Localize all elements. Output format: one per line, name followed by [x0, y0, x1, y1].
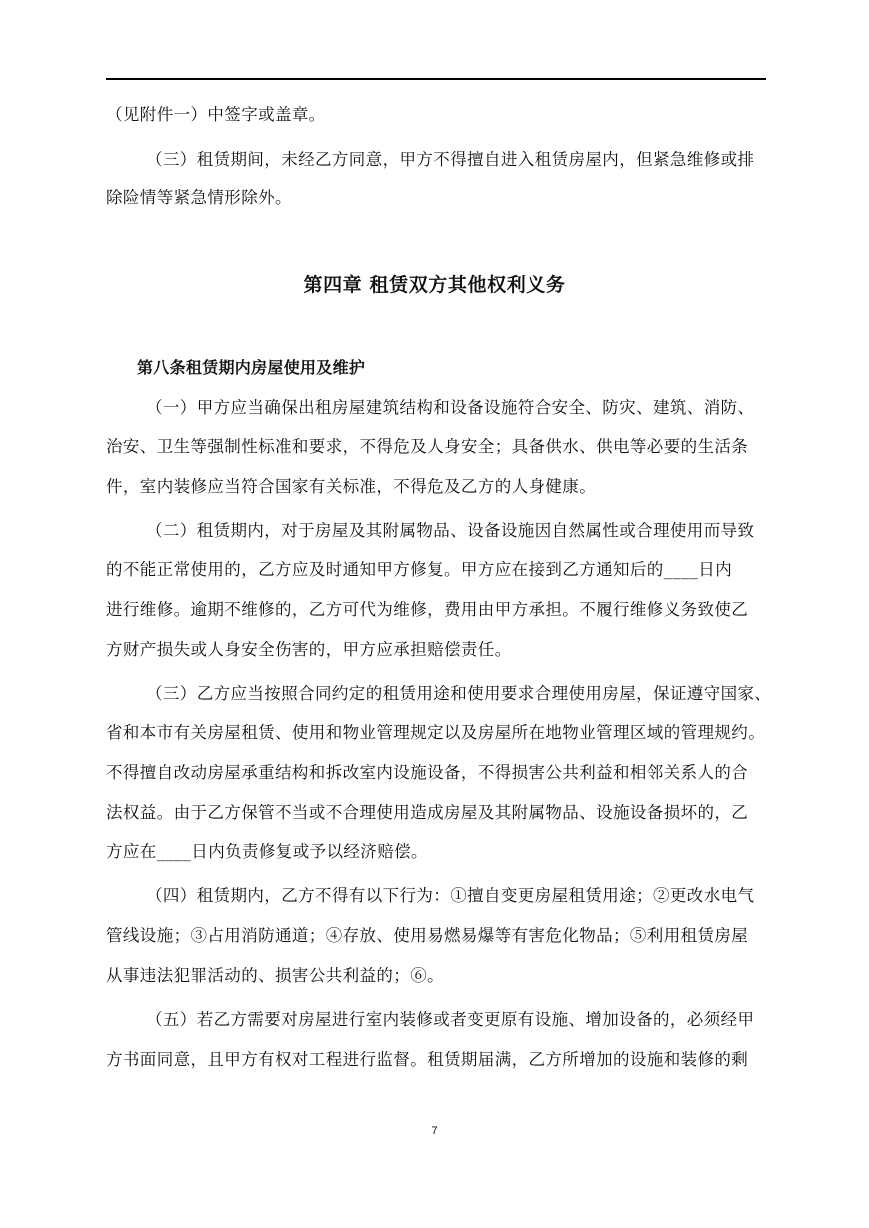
- text-line: 除险情等紧急情形除外。: [106, 188, 292, 207]
- chapter-title: 第四章 租赁双方其他权利义务: [303, 274, 566, 296]
- text-line: （四）租赁期内，乙方不得有以下行为：①擅自变更房屋租赁用途；②更改水电气: [146, 886, 755, 905]
- text-line: （一）甲方应当确保出租房屋建筑结构和设备设施符合安全、防灾、建筑、消防、: [146, 398, 755, 417]
- header-rule: [106, 78, 766, 80]
- text-line: 从事违法犯罪活动的、损害公共利益的；⑥。: [106, 966, 444, 985]
- text-line: 方书面同意，且甲方有权对工程进行监督。租赁期届满，乙方所增加的设施和装修的剩: [106, 1050, 749, 1069]
- text-line: 件，室内装修应当符合国家有关标准，不得危及乙方的人身健康。: [106, 477, 597, 496]
- text-line: 方应在____日内负责修复或予以经济赔偿。: [106, 842, 428, 861]
- text-line: 不得擅自改动房屋承重结构和拆改室内设施设备，不得损害公共利益和相邻关系人的合: [106, 763, 749, 782]
- article-title: 第八条租赁期内房屋使用及维护: [137, 358, 366, 377]
- text-line: （五）若乙方需要对房屋进行室内装修或者变更原有设施、增加设备的，必须经甲: [146, 1010, 755, 1029]
- text-line: （见附件一）中签字或盖章。: [106, 105, 326, 124]
- text-line: 方财产损失或人身安全伤害的，甲方应承担赔偿责任。: [106, 640, 512, 659]
- text-line: （三）租赁期间，未经乙方同意，甲方不得擅自进入租赁房屋内，但紧急维修或排: [146, 150, 755, 169]
- text-line: 的不能正常使用的，乙方应及时通知甲方修复。甲方应在接到乙方通知后的____日内: [106, 560, 733, 579]
- text-line: 进行维修。逾期不维修的，乙方可代为维修，费用由甲方承担。不履行维修义务致使乙: [106, 600, 749, 619]
- text-line: （三）乙方应当按照合同约定的租赁用途和使用要求合理使用房屋，保证遵守国家、: [146, 684, 772, 703]
- text-line: 管线设施；③占用消防通道；④存放、使用易燃易爆等有害危化物品；⑤利用租赁房屋: [106, 926, 749, 945]
- text-line: （二）租赁期内，对于房屋及其附属物品、设备设施因自然属性或合理使用而导致: [146, 521, 755, 540]
- text-line: 省和本市有关房屋租赁、使用和物业管理规定以及房屋所在地物业管理区域的管理规约。: [106, 723, 766, 742]
- text-line: 法权益。由于乙方保管不当或不合理使用造成房屋及其附属物品、设施设备损坏的，乙: [106, 803, 749, 822]
- text-line: 治安、卫生等强制性标准和要求，不得危及人身安全；具备供水、供电等必要的生活条: [106, 437, 749, 456]
- page-number: 7: [431, 1125, 438, 1137]
